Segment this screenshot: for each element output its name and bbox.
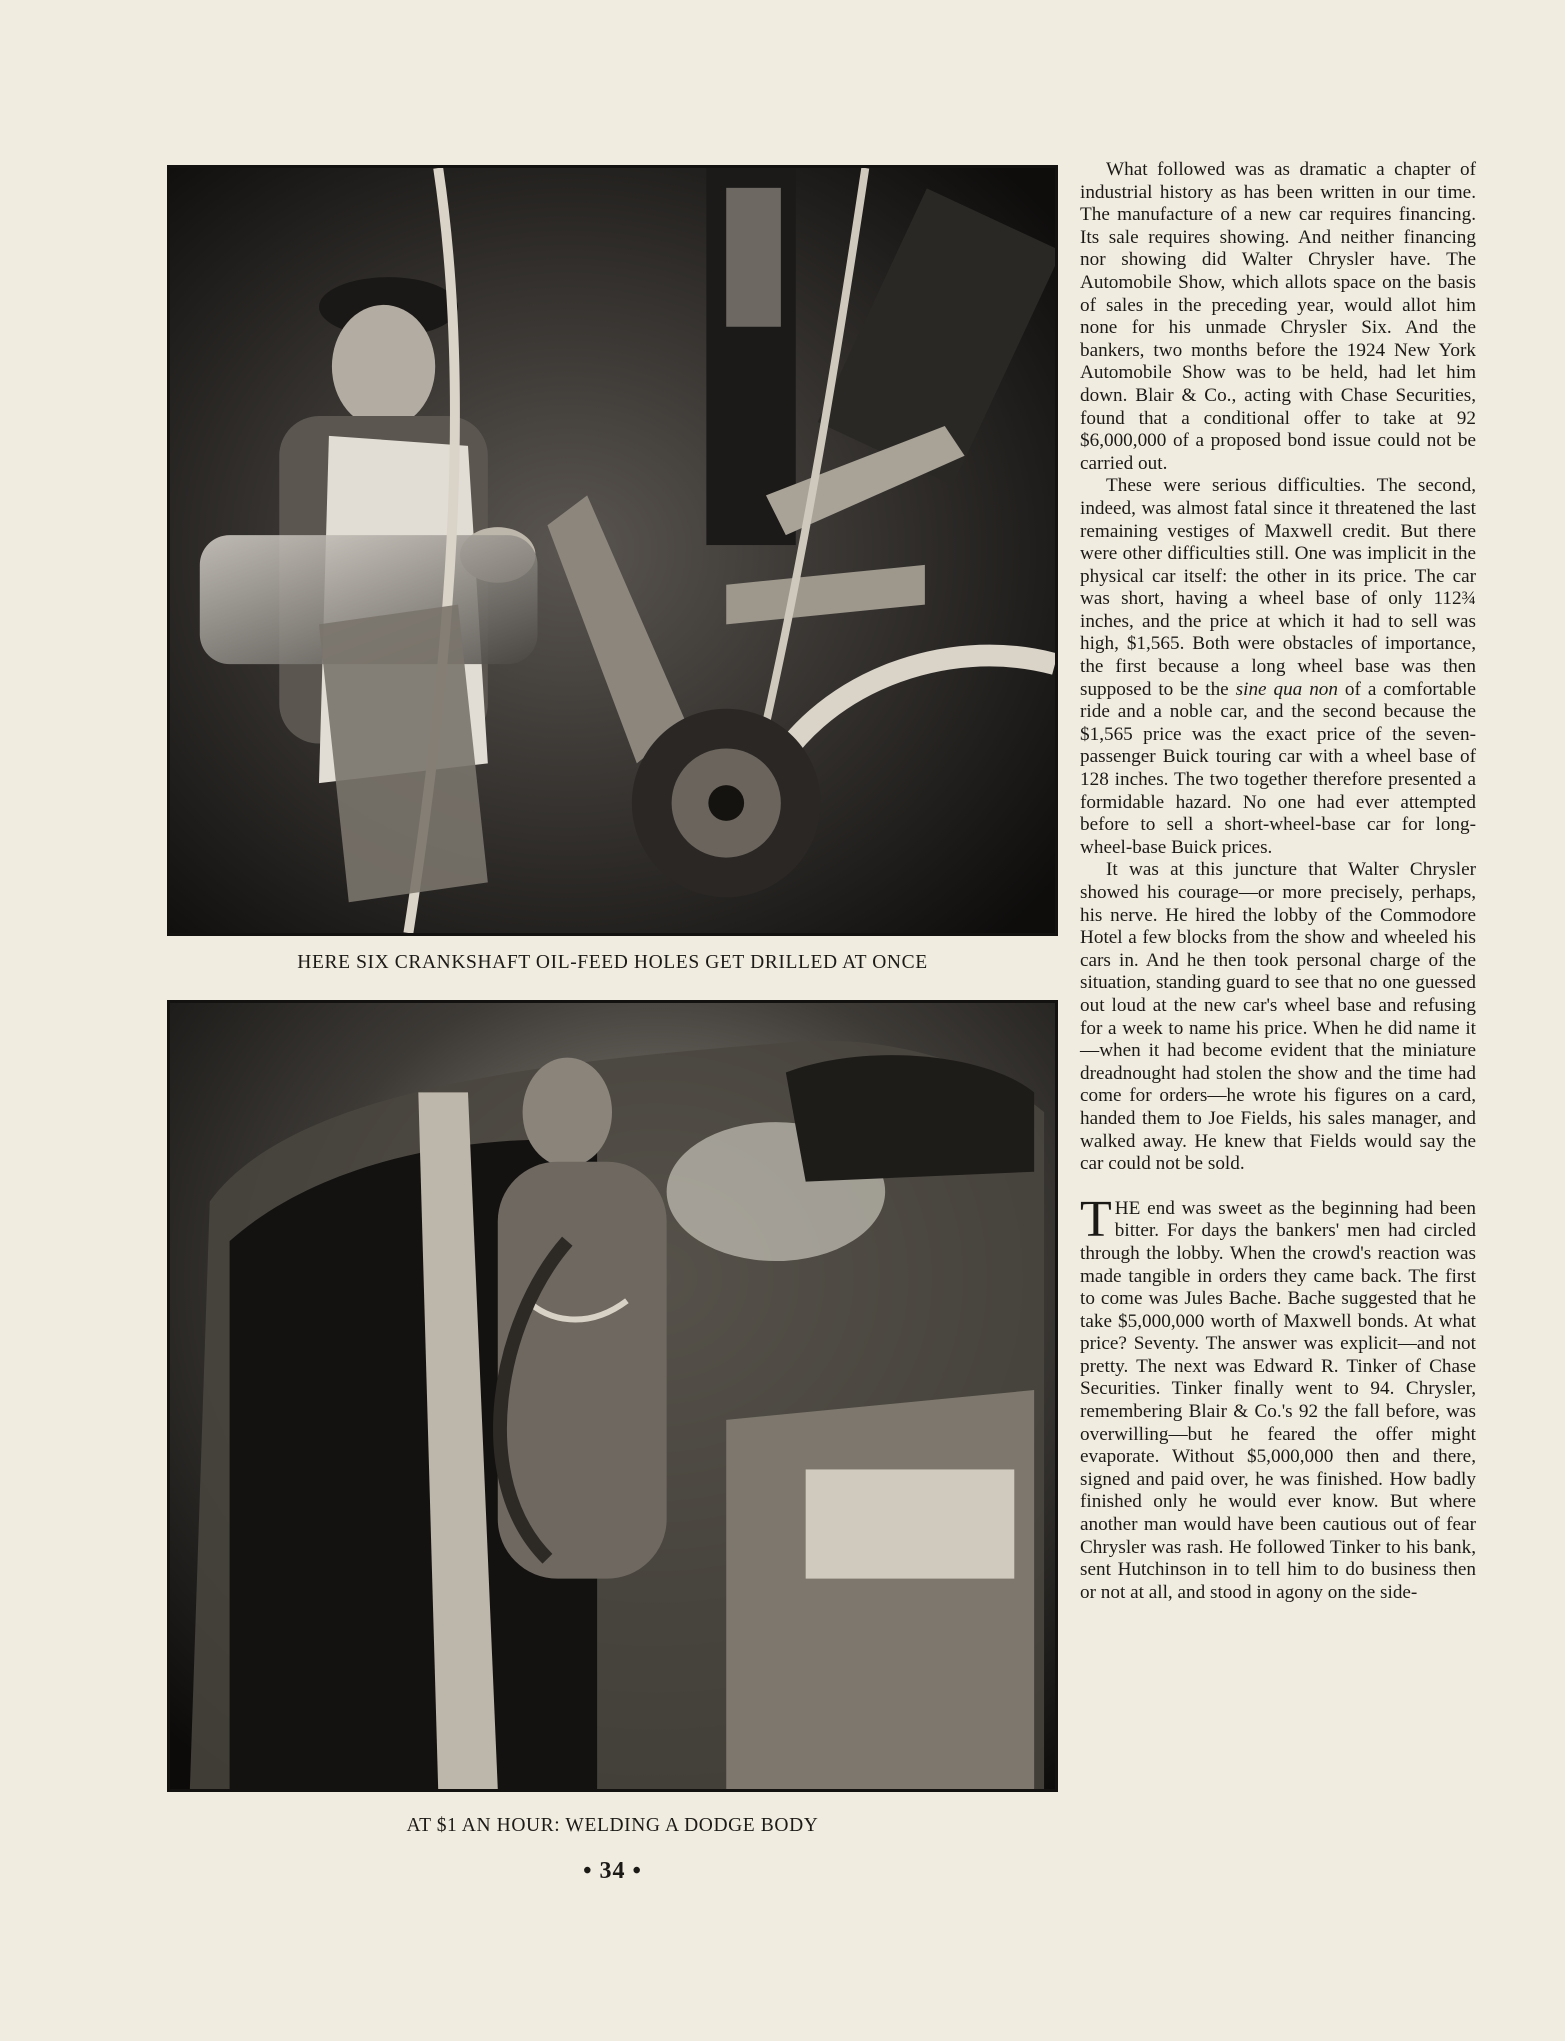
italic-phrase: sine qua non: [1235, 678, 1338, 700]
crankshaft-drilling-image: [170, 168, 1055, 933]
article-text: end was sweet as the beginning had been bitter. For days the bankers' men had circled through the lobby. When the crowd's reaction was made tangible in orders they came back. The first to come was Jules Bache. Bache suggested that he take $5,000,000 worth of Maxwell bonds. At what price? Seventy. The answer was explicit—and not pretty. The next was Edward R. Tinker of Chase Securities. Tinker finally went to 94. Chrysler, remembering Blair & Co.'s 92 the fall before, was overwilling—but he feared the offer might evaporate. Without $5,000,000 then and there, signed and paid over, he was finished. How badly finished only he would ever know. But where another man would have been cautious out of fear Chrysler was rash. He followed Tinker to his bank, sent Hutchinson in to tell him to do business then or not at all, and stood in agony on the side-: [1080, 1197, 1476, 1603]
article-text: These were serious difficulties. The second, indeed, was almost fatal since it threatened the last remaining vestiges of Maxwell credit. But there were other difficulties still. One was implicit in the physical car itself: the other in its price. The car was short, having a wheel base of only 112¾ inches, and the price at which it had to sell was high, $1,565. Both were obstacles of importance, the first because a long wheel base was then supposed to be the: [1080, 475, 1476, 700]
page-number: • 34 •: [583, 1858, 642, 1884]
welding-body-image: [170, 1003, 1055, 1789]
article-paragraph: What followed was as dramatic a chapter of industrial history as has been written in our time. The manufacture of a new car requires financing. Its sale requires showing. And neither financing nor showing did Walter Chrysler have. The Automobile Show, which allots space on the basis of sales in the preceding year, would allot him none for his unmade Chrysler Six. And the bankers, two months before the 1924 New York Automobile Show was to be held, had let him down. Blair & Co., acting with Chase Securities, found that a conditional offer to take at 92 $6,000,000 of a proposed bond issue could not be carried out.: [1080, 159, 1476, 474]
section-start-paragraph: [1080, 1190, 1476, 1605]
photo-caption-bottom: AT $1 AN HOUR: WELDING A DODGE BODY: [406, 1815, 819, 1836]
photo-crankshaft-drilling: [167, 165, 1058, 936]
article-column: [1080, 159, 1476, 1604]
article-paragraph: [1080, 475, 1476, 859]
article-paragraph: It was at this juncture that Walter Chrysler showed his courage—or more precisely, perhaps, his nerve. He hired the lobby of the Commodore Hotel a few blocks from the show and wheeled his cars in. And he then took personal charge of the situation, standing guard to see that no one guessed out loud at the new car's wheel base and refusing for a week to name his price. When he did name it—when it had become evident that the miniature dreadnought had stolen the show and the time had come for orders—he wrote his figures on a card, handed them to Joe Fields, his sales manager, and walked away. He knew that Fields would say the car could not be sold.: [1080, 859, 1476, 1175]
small-caps-lead: HE: [1114, 1197, 1141, 1219]
article-text: of a comfortable ride and a noble car, and the second because the $1,565 price was the exact price of the seven-passenger Buick touring car with a wheel base of 128 inches. The two together therefore presented a formidable hazard. No one had ever attempted before to sell a short-wheel-base car for long-wheel-base Buick prices.: [1080, 678, 1476, 858]
drop-cap: T: [1080, 1190, 1112, 1248]
photo-caption-top: HERE SIX CRANKSHAFT OIL-FEED HOLES GET DRILLED AT ONCE: [297, 952, 928, 973]
photo-welding-body: [167, 1000, 1058, 1792]
